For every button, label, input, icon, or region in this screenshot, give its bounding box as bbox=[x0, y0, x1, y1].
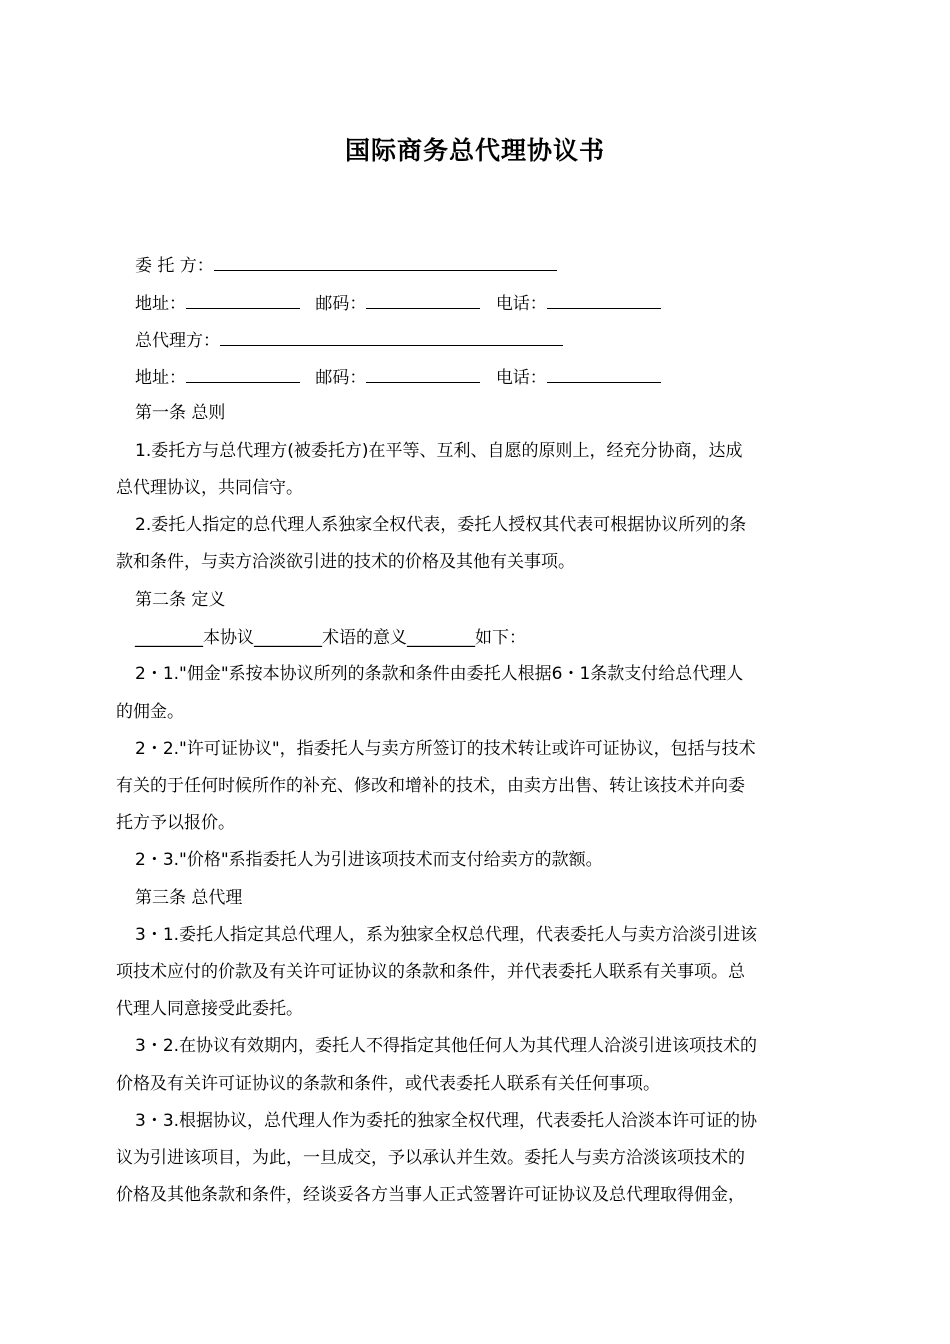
address-blank bbox=[186, 290, 300, 309]
agent-row bbox=[116, 327, 865, 353]
paragraph-line: 项技术应付的价款及有关许可证协议的条款和条件，并代表委托人联系有关事项。总 bbox=[116, 962, 745, 982]
postcode-label: 邮码： bbox=[315, 294, 367, 314]
principal-blank bbox=[214, 252, 557, 271]
principal-contact-row bbox=[116, 290, 865, 316]
agent-blank bbox=[220, 327, 563, 346]
paragraph-line: 代理人同意接受此委托。 bbox=[116, 999, 303, 1019]
paragraph-line: 2.委托人指定的总代理人系独家全权代表，委托人授权其代表可根据协议所列的条 bbox=[135, 515, 747, 535]
paragraph-line: 议为引进该项目，为此，一旦成交，予以承认并生效。委托人与卖方洽淡该项技术的 bbox=[116, 1148, 745, 1168]
principal-row bbox=[116, 252, 865, 278]
paragraph-line: 总代理协议，共同信守。 bbox=[116, 478, 303, 498]
postcode-blank bbox=[366, 364, 480, 383]
address-label: 地址： bbox=[135, 368, 186, 388]
agent-contact-row bbox=[116, 364, 865, 390]
postcode-label: 邮码： bbox=[315, 368, 367, 388]
paragraph-line: 3・2.在协议有效期内，委托人不得指定其他任何人为其代理人洽淡引进该项技术的 bbox=[135, 1036, 758, 1056]
paragraph-line: 3・1.委托人指定其总代理人，系为独家全权总代理，代表委托人与卖方洽淡引进该 bbox=[135, 925, 758, 945]
paragraph-line: 有关的于任何时候所作的补充、修改和增补的技术，由卖方出售、转让该技术并向委 bbox=[116, 776, 745, 796]
document-title: 国际商务总代理协议书 bbox=[344, 136, 605, 165]
article-heading: 第二条 定义 bbox=[135, 590, 226, 610]
paragraph-line: 1.委托方与总代理方(被委托方)在平等、互利、自愿的原则上，经充分协商，达成 bbox=[135, 441, 743, 461]
phone-label: 电话： bbox=[495, 294, 547, 314]
paragraph-line: 3・3.根据协议，总代理人作为委托的独家全权代理，代表委托人洽淡本许可证的协 bbox=[135, 1111, 758, 1131]
paragraph-line: 2・3."价格"系指委托人为引进该项技术而支付给卖方的款额。 bbox=[135, 850, 603, 870]
paragraph-line: 价格及其他条款和条件，经谈妥各方当事人正式签署许可证协议及总代理取得佣金， bbox=[116, 1185, 745, 1205]
paragraph-line: ________本协议________术语的意义________如下： bbox=[135, 628, 526, 648]
paragraph-line: 价格及有关许可证协议的条款和条件，或代表委托人联系有关任何事项。 bbox=[116, 1074, 660, 1094]
paragraph-line: 托方予以报价。 bbox=[116, 813, 235, 833]
phone-blank bbox=[547, 364, 661, 383]
address-label: 地址： bbox=[135, 294, 186, 314]
article-heading: 第一条 总则 bbox=[135, 403, 226, 423]
postcode-blank bbox=[366, 290, 480, 309]
phone-blank bbox=[547, 290, 661, 309]
paragraph-line: 2・2."许可证协议"，指委托人与卖方所签订的技术转让或许可证协议，包括与技术 bbox=[135, 739, 756, 759]
paragraph-line: 款和条件，与卖方洽淡欲引进的技术的价格及其他有关事项。 bbox=[116, 552, 575, 572]
paragraph-line: 的佣金。 bbox=[116, 702, 184, 722]
article-heading: 第三条 总代理 bbox=[135, 888, 243, 908]
principal-label: 委 托 方： bbox=[135, 256, 214, 276]
address-blank bbox=[186, 364, 300, 383]
paragraph-line: 2・1."佣金"系按本协议所列的条款和条件由委托人根据6・1条款支付给总代理人 bbox=[135, 664, 744, 684]
phone-label: 电话： bbox=[495, 368, 547, 388]
agent-label: 总代理方： bbox=[135, 331, 220, 351]
